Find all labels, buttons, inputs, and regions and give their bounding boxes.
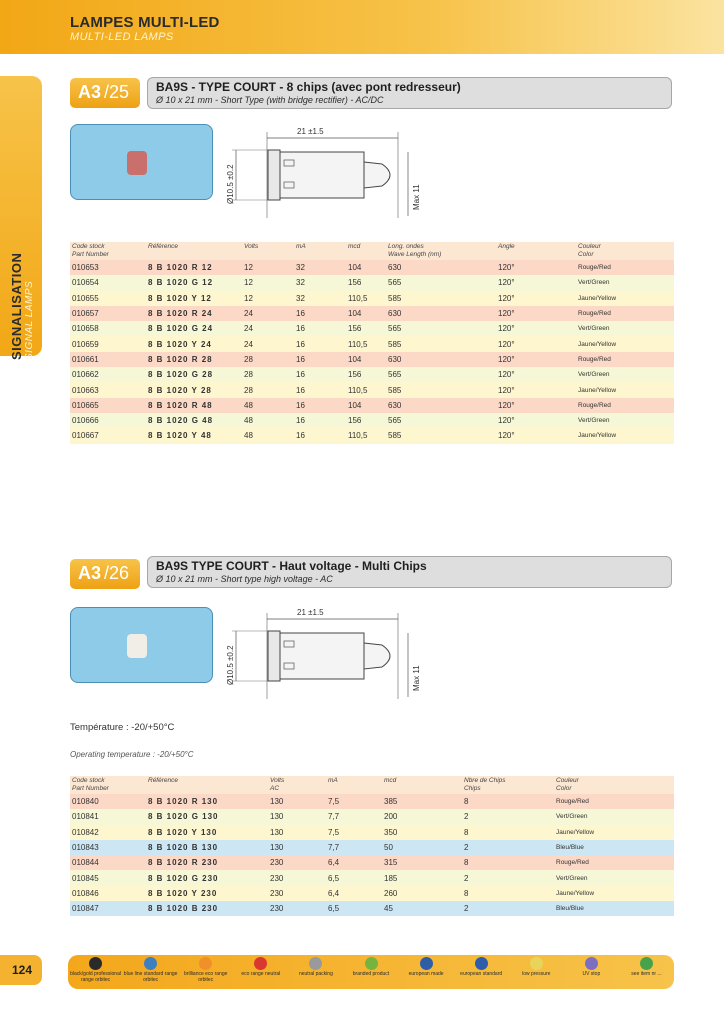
table-cell: 130 bbox=[270, 843, 284, 853]
reference-cell: 8 B 1020 G 24 bbox=[148, 324, 214, 334]
table-cell: 24 bbox=[244, 309, 253, 319]
table-row bbox=[70, 275, 674, 290]
table-row bbox=[70, 382, 674, 397]
legend-label: UV stop bbox=[582, 971, 601, 977]
legend-item bbox=[398, 957, 454, 977]
table-cell: 104 bbox=[348, 400, 362, 410]
table-cell: Bleu/Blue bbox=[556, 905, 584, 913]
column-header: Long. ondes Wave Length (nm) bbox=[388, 243, 442, 258]
table-row bbox=[70, 870, 674, 885]
table-cell: 185 bbox=[384, 873, 398, 883]
section-badge bbox=[70, 78, 140, 108]
table-cell: 120° bbox=[498, 370, 515, 380]
table-cell: 630 bbox=[388, 354, 402, 364]
dim-length: 21 ±1.5 bbox=[297, 127, 324, 136]
table-cell: 230 bbox=[270, 904, 284, 914]
spec-table-a3-25 bbox=[70, 242, 674, 444]
table-cell: 104 bbox=[348, 354, 362, 364]
table-cell: 120° bbox=[498, 324, 515, 334]
legend-item bbox=[453, 957, 509, 977]
table-cell: 2 bbox=[464, 843, 469, 853]
table-cell: Vert/Green bbox=[556, 874, 588, 882]
table-cell: 010661 bbox=[72, 354, 99, 364]
reference-cell: 8 B 1020 R 28 bbox=[148, 354, 213, 364]
table-cell: 585 bbox=[388, 293, 402, 303]
table-cell: Jaune/Yellow bbox=[578, 294, 617, 302]
column-header: Code stock Part Number bbox=[72, 777, 109, 792]
table-cell: 2 bbox=[464, 873, 469, 883]
table-row bbox=[70, 901, 674, 916]
table-cell: 230 bbox=[270, 858, 284, 868]
table-cell: Rouge/Red bbox=[556, 798, 589, 806]
legend-item bbox=[178, 957, 234, 983]
table-cell: 010845 bbox=[72, 873, 99, 883]
column-header: mA bbox=[328, 777, 338, 784]
table-cell: Vert/Green bbox=[578, 325, 610, 333]
table-cell: 110,5 bbox=[348, 431, 368, 441]
table-cell: 32 bbox=[296, 293, 305, 303]
product-photo bbox=[70, 607, 213, 683]
section-header bbox=[147, 556, 672, 588]
table-cell: 156 bbox=[348, 416, 362, 426]
table-cell: 104 bbox=[348, 309, 362, 319]
table-cell: 156 bbox=[348, 278, 362, 288]
section-title: BA9S TYPE COURT - Haut voltage - Multi Chips bbox=[156, 559, 427, 573]
table-row bbox=[70, 352, 674, 367]
table-cell: 6,4 bbox=[328, 888, 340, 898]
table-cell: 24 bbox=[244, 324, 253, 334]
table-cell: 2 bbox=[464, 904, 469, 914]
table-cell: 8 bbox=[464, 827, 469, 837]
table-cell: 120° bbox=[498, 416, 515, 426]
column-header: Référence bbox=[148, 243, 178, 250]
legend-item bbox=[563, 957, 619, 977]
dim-diameter: Ø10.5 ±0.2 bbox=[226, 645, 235, 685]
legend-icon bbox=[475, 957, 488, 970]
table-cell: 350 bbox=[384, 827, 398, 837]
table-cell: 16 bbox=[296, 324, 305, 334]
column-header: mA bbox=[296, 243, 306, 250]
page-title: LAMPES MULTI-LED bbox=[70, 14, 220, 31]
table-row bbox=[70, 809, 674, 824]
table-row bbox=[70, 825, 674, 840]
table-cell: 12 bbox=[244, 293, 253, 303]
table-cell: Vert/Green bbox=[556, 813, 588, 821]
dim-max: Max 11 bbox=[412, 184, 421, 210]
reference-cell: 8 B 1020 G 12 bbox=[148, 278, 214, 288]
legend-icon bbox=[309, 957, 322, 970]
legend-item bbox=[618, 957, 674, 977]
legend-label: neutral packing bbox=[298, 971, 333, 977]
reference-cell: 8 B 1020 Y 28 bbox=[148, 385, 212, 395]
reference-cell: 8 B 1020 R 12 bbox=[148, 263, 213, 273]
dim-max: Max 11 bbox=[412, 665, 421, 691]
table-cell: 010844 bbox=[72, 858, 99, 868]
table-cell: 010662 bbox=[72, 370, 99, 380]
table-cell: Bleu/Blue bbox=[556, 844, 584, 852]
table-cell: 16 bbox=[296, 309, 305, 319]
table-cell: 156 bbox=[348, 324, 362, 334]
table-cell: 48 bbox=[244, 416, 253, 426]
reference-cell: 8 B 1020 Y 24 bbox=[148, 339, 212, 349]
legend-icon bbox=[585, 957, 598, 970]
reference-cell: 8 B 1020 R 48 bbox=[148, 400, 213, 410]
temperature-en: Operating temperature : -20/+50°C bbox=[70, 750, 194, 759]
section-header bbox=[147, 77, 672, 109]
section-title: BA9S - TYPE COURT - 8 chips (avec pont redresseur) bbox=[156, 80, 461, 94]
table-cell: Rouge/Red bbox=[578, 310, 611, 318]
table-cell: Rouge/Red bbox=[578, 401, 611, 409]
table-cell: 630 bbox=[388, 263, 402, 273]
table-cell: 010666 bbox=[72, 416, 99, 426]
table-cell: 010659 bbox=[72, 339, 99, 349]
reference-cell: 8 B 1020 G 230 bbox=[148, 873, 219, 883]
table-cell: 010655 bbox=[72, 293, 99, 303]
table-cell: 120° bbox=[498, 278, 515, 288]
table-cell: 130 bbox=[270, 812, 284, 822]
table-cell: 7,7 bbox=[328, 812, 340, 822]
legend-item bbox=[68, 957, 124, 983]
table-row bbox=[70, 321, 674, 336]
lamp-image bbox=[127, 634, 147, 658]
section-subtitle: Ø 10 x 21 mm - Short type high voltage - AC bbox=[156, 574, 333, 584]
table-cell: 32 bbox=[296, 263, 305, 273]
legend-item bbox=[233, 957, 289, 977]
table-header-row bbox=[70, 242, 674, 260]
table-cell: 16 bbox=[296, 400, 305, 410]
page-number-tab bbox=[0, 955, 42, 985]
table-cell: 315 bbox=[384, 858, 398, 868]
legend-icon bbox=[254, 957, 267, 970]
table-cell: 630 bbox=[388, 309, 402, 319]
table-cell: 010841 bbox=[72, 812, 99, 822]
column-header: Couleur Color bbox=[556, 777, 579, 792]
legend-icon bbox=[89, 957, 102, 970]
table-cell: 28 bbox=[244, 370, 253, 380]
table-cell: 16 bbox=[296, 416, 305, 426]
table-cell: 120° bbox=[498, 431, 515, 441]
column-header: mcd bbox=[348, 243, 361, 250]
temperature-fr: Température : -20/+50°C bbox=[70, 722, 175, 733]
table-cell: 48 bbox=[244, 431, 253, 441]
table-cell: 16 bbox=[296, 339, 305, 349]
column-header: Nbre de Chips Chips bbox=[464, 777, 506, 792]
legend-icon bbox=[640, 957, 653, 970]
legend-item bbox=[508, 957, 564, 977]
legend-bar bbox=[68, 955, 674, 989]
side-tab bbox=[0, 76, 42, 360]
table-cell: 120° bbox=[498, 354, 515, 364]
table-cell: 16 bbox=[296, 370, 305, 380]
table-cell: Jaune/Yellow bbox=[556, 828, 595, 836]
table-cell: 010658 bbox=[72, 324, 99, 334]
table-cell: 120° bbox=[498, 400, 515, 410]
table-cell: 010653 bbox=[72, 263, 99, 273]
table-row bbox=[70, 306, 674, 321]
table-cell: Vert/Green bbox=[578, 371, 610, 379]
table-cell: Jaune/Yellow bbox=[578, 432, 617, 440]
section-subtitle: Ø 10 x 21 mm - Short Type (with bridge rectifier) - AC/DC bbox=[156, 95, 384, 105]
legend-icon bbox=[420, 957, 433, 970]
table-cell: 130 bbox=[270, 827, 284, 837]
legend-label: blue line standard range orbitec bbox=[123, 971, 178, 983]
product-photo bbox=[70, 124, 213, 200]
legend-label: see item nr ... bbox=[631, 971, 662, 977]
dim-diameter: Ø10.5 ±0.2 bbox=[226, 164, 235, 204]
table-cell: 565 bbox=[388, 324, 402, 334]
legend-label: branded product bbox=[352, 971, 390, 977]
table-row bbox=[70, 886, 674, 901]
page-number: 124 bbox=[12, 963, 33, 977]
side-tab-subtitle: SIGNAL LAMPS bbox=[24, 280, 35, 360]
table-row bbox=[70, 367, 674, 382]
table-cell: 12 bbox=[244, 263, 253, 273]
table-cell: 7,5 bbox=[328, 797, 340, 807]
table-cell: 010667 bbox=[72, 431, 99, 441]
table-cell: 010847 bbox=[72, 904, 99, 914]
badge-code: A3 bbox=[78, 82, 102, 102]
table-cell: 120° bbox=[498, 385, 515, 395]
table-cell: 32 bbox=[296, 278, 305, 288]
table-cell: 12 bbox=[244, 278, 253, 288]
table-cell: 24 bbox=[244, 339, 253, 349]
legend-item bbox=[123, 957, 179, 983]
reference-cell: 8 B 1020 Y 130 bbox=[148, 827, 218, 837]
table-cell: 120° bbox=[498, 339, 515, 349]
table-cell: 385 bbox=[384, 797, 398, 807]
table-cell: 565 bbox=[388, 278, 402, 288]
table-cell: 104 bbox=[348, 263, 362, 273]
reference-cell: 8 B 1020 R 130 bbox=[148, 797, 219, 807]
legend-icon bbox=[144, 957, 157, 970]
table-cell: Jaune/Yellow bbox=[556, 889, 595, 897]
table-cell: Rouge/Red bbox=[556, 859, 589, 867]
table-cell: 120° bbox=[498, 293, 515, 303]
table-cell: 010657 bbox=[72, 309, 99, 319]
legend-item bbox=[343, 957, 399, 977]
table-cell: 565 bbox=[388, 416, 402, 426]
table-cell: 585 bbox=[388, 431, 402, 441]
table-cell: 50 bbox=[384, 843, 393, 853]
table-cell: Jaune/Yellow bbox=[578, 340, 617, 348]
table-cell: 010842 bbox=[72, 827, 99, 837]
technical-drawing bbox=[222, 603, 432, 705]
legend-item bbox=[288, 957, 344, 977]
legend-label: black/gold professional range orbitec bbox=[70, 971, 121, 983]
reference-cell: 8 B 1020 B 230 bbox=[148, 904, 219, 914]
table-cell: Rouge/Red bbox=[578, 264, 611, 272]
table-cell: 8 bbox=[464, 858, 469, 868]
table-cell: 230 bbox=[270, 888, 284, 898]
legend-label: low pressure bbox=[522, 971, 551, 977]
table-cell: 7,7 bbox=[328, 843, 340, 853]
reference-cell: 8 B 1020 R 24 bbox=[148, 309, 213, 319]
table-cell: 7,5 bbox=[328, 827, 340, 837]
table-row bbox=[70, 840, 674, 855]
reference-cell: 8 B 1020 G 28 bbox=[148, 370, 214, 380]
table-cell: 010843 bbox=[72, 843, 99, 853]
badge-number: /26 bbox=[104, 563, 130, 583]
legend-label: european standard bbox=[460, 971, 503, 977]
legend-icon bbox=[530, 957, 543, 970]
page-subtitle: MULTI-LED LAMPS bbox=[70, 31, 174, 43]
technical-drawing bbox=[222, 122, 432, 224]
table-cell: 230 bbox=[270, 873, 284, 883]
table-cell: 630 bbox=[388, 400, 402, 410]
header-band bbox=[0, 0, 724, 54]
table-cell: 130 bbox=[270, 797, 284, 807]
reference-cell: 8 B 1020 Y 48 bbox=[148, 431, 212, 441]
column-header: Volts bbox=[244, 243, 259, 250]
table-cell: 8 bbox=[464, 888, 469, 898]
badge-number: /25 bbox=[104, 82, 130, 102]
dim-length: 21 ±1.5 bbox=[297, 608, 324, 617]
table-cell: 010840 bbox=[72, 797, 99, 807]
table-cell: 120° bbox=[498, 309, 515, 319]
table-row bbox=[70, 260, 674, 275]
table-cell: 120° bbox=[498, 263, 515, 273]
table-cell: 28 bbox=[244, 385, 253, 395]
reference-cell: 8 B 1020 R 230 bbox=[148, 858, 219, 868]
table-cell: 010663 bbox=[72, 385, 99, 395]
reference-cell: 8 B 1020 Y 230 bbox=[148, 888, 218, 898]
table-cell: 2 bbox=[464, 812, 469, 822]
legend-icon bbox=[365, 957, 378, 970]
table-cell: Vert/Green bbox=[578, 279, 610, 287]
reference-cell: 8 B 1020 B 130 bbox=[148, 843, 219, 853]
table-cell: 6,5 bbox=[328, 873, 340, 883]
column-header: Code stock Part Number bbox=[72, 243, 109, 258]
legend-label: brilliance eco range orbitec bbox=[184, 971, 228, 983]
column-header: Volts AC bbox=[270, 777, 285, 792]
table-cell: Jaune/Yellow bbox=[578, 386, 617, 394]
table-cell: 45 bbox=[384, 904, 393, 914]
side-tab-title: SIGNALISATION bbox=[9, 252, 24, 360]
lamp-image bbox=[127, 151, 147, 175]
column-header: Référence bbox=[148, 777, 178, 784]
reference-cell: 8 B 1020 G 48 bbox=[148, 416, 214, 426]
table-cell: 200 bbox=[384, 812, 398, 822]
legend-label: eco range neutral bbox=[241, 971, 281, 977]
column-header: mcd bbox=[384, 777, 397, 784]
legend-label: european made bbox=[408, 971, 444, 977]
table-row bbox=[70, 428, 674, 443]
table-cell: 6,4 bbox=[328, 858, 340, 868]
reference-cell: 8 B 1020 Y 12 bbox=[148, 293, 212, 303]
table-cell: 585 bbox=[388, 385, 402, 395]
table-row bbox=[70, 413, 674, 428]
table-cell: 28 bbox=[244, 354, 253, 364]
table-cell: 16 bbox=[296, 385, 305, 395]
table-header-row bbox=[70, 776, 674, 794]
table-cell: 8 bbox=[464, 797, 469, 807]
table-cell: 16 bbox=[296, 354, 305, 364]
column-header: Angle bbox=[498, 243, 515, 250]
table-row bbox=[70, 855, 674, 870]
table-cell: 156 bbox=[348, 370, 362, 380]
table-cell: Vert/Green bbox=[578, 417, 610, 425]
spec-table-a3-26 bbox=[70, 776, 674, 916]
section-badge bbox=[70, 559, 140, 589]
table-row bbox=[70, 291, 674, 306]
table-row bbox=[70, 336, 674, 351]
table-row bbox=[70, 398, 674, 413]
table-cell: 010654 bbox=[72, 278, 99, 288]
table-cell: 565 bbox=[388, 370, 402, 380]
table-cell: 6,5 bbox=[328, 904, 340, 914]
table-cell: 110,5 bbox=[348, 293, 368, 303]
table-cell: 16 bbox=[296, 431, 305, 441]
table-row bbox=[70, 794, 674, 809]
table-cell: Rouge/Red bbox=[578, 355, 611, 363]
table-cell: 110,5 bbox=[348, 385, 368, 395]
table-cell: 260 bbox=[384, 888, 398, 898]
badge-code: A3 bbox=[78, 563, 102, 583]
column-header: Couleur Color bbox=[578, 243, 601, 258]
table-cell: 48 bbox=[244, 400, 253, 410]
table-cell: 010665 bbox=[72, 400, 99, 410]
table-cell: 010846 bbox=[72, 888, 99, 898]
table-cell: 110,5 bbox=[348, 339, 368, 349]
table-cell: 585 bbox=[388, 339, 402, 349]
legend-icon bbox=[199, 957, 212, 970]
reference-cell: 8 B 1020 G 130 bbox=[148, 812, 219, 822]
